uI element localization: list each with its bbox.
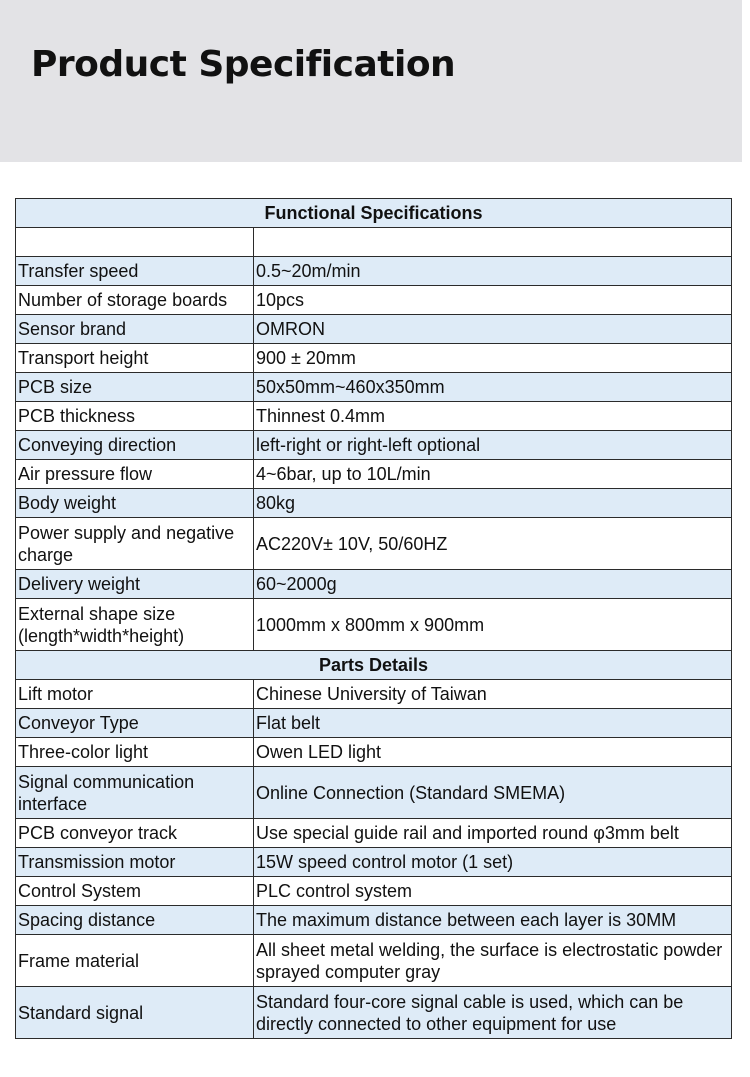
section-header-row <box>16 651 732 680</box>
table-row <box>16 848 732 877</box>
table-row <box>16 709 732 738</box>
spec-label: Spacing distance <box>16 906 254 935</box>
section-title-parts: Parts Details <box>16 651 732 680</box>
spec-label: Standard signal <box>16 987 254 1039</box>
spec-value: 50x50mm~460x350mm <box>254 373 732 402</box>
table-row <box>16 877 732 906</box>
spec-value: AC220V± 10V, 50/60HZ <box>254 518 732 570</box>
spec-label: Air pressure flow <box>16 460 254 489</box>
spec-value: 15W speed control motor (1 set) <box>254 848 732 877</box>
spec-label: Number of storage boards <box>16 286 254 315</box>
spec-label: Lift motor <box>16 680 254 709</box>
table-row <box>16 402 732 431</box>
spec-value: 80kg <box>254 489 732 518</box>
table-row <box>16 315 732 344</box>
spec-value: 1000mm x 800mm x 900mm <box>254 599 732 651</box>
spec-label: Conveyor Type <box>16 709 254 738</box>
spec-value: Owen LED light <box>254 738 732 767</box>
spec-value: Online Connection (Standard SMEMA) <box>254 767 732 819</box>
table-row <box>16 431 732 460</box>
table-row <box>16 344 732 373</box>
table-row <box>16 518 732 570</box>
table-cell <box>16 228 254 257</box>
page-header <box>0 0 742 162</box>
spec-table <box>15 198 732 1039</box>
section-header-row <box>16 199 732 228</box>
spec-value: Standard four-core signal cable is used, which can be directly connected to other equipment for use <box>254 987 732 1039</box>
section-title-functional: Functional Specifications <box>16 199 732 228</box>
spec-value: All sheet metal welding, the surface is electrostatic powder sprayed computer gray <box>254 935 732 987</box>
spec-label: Transfer speed <box>16 257 254 286</box>
spec-label: Transport height <box>16 344 254 373</box>
table-row <box>16 680 732 709</box>
spec-label: Transmission motor <box>16 848 254 877</box>
table-row <box>16 738 732 767</box>
spec-value: left-right or right-left optional <box>254 431 732 460</box>
table-row <box>16 906 732 935</box>
spec-label: Conveying direction <box>16 431 254 460</box>
page-title: Product Specification <box>31 44 456 85</box>
table-row <box>16 767 732 819</box>
spec-label: Frame material <box>16 935 254 987</box>
spec-label: PCB conveyor track <box>16 819 254 848</box>
spec-value: Use special guide rail and imported round φ3mm belt <box>254 819 732 848</box>
spec-value: Thinnest 0.4mm <box>254 402 732 431</box>
table-row <box>16 489 732 518</box>
table-row <box>16 570 732 599</box>
spec-label: Three-color light <box>16 738 254 767</box>
spec-value: 4~6bar, up to 10L/min <box>254 460 732 489</box>
table-row <box>16 819 732 848</box>
table-row <box>16 987 732 1039</box>
spec-value: The maximum distance between each layer is 30MM <box>254 906 732 935</box>
spec-label: PCB thickness <box>16 402 254 431</box>
spec-label: External shape size (length*width*height) <box>16 599 254 651</box>
table-row <box>16 286 732 315</box>
spec-value: OMRON <box>254 315 732 344</box>
blank-row <box>16 228 732 257</box>
table-row <box>16 373 732 402</box>
spec-value: 900 ± 20mm <box>254 344 732 373</box>
spec-value: Flat belt <box>254 709 732 738</box>
table-row <box>16 599 732 651</box>
table-row <box>16 935 732 987</box>
spec-label: Delivery weight <box>16 570 254 599</box>
spec-value: 60~2000g <box>254 570 732 599</box>
table-cell <box>254 228 732 257</box>
spec-value: Chinese University of Taiwan <box>254 680 732 709</box>
spec-label: Control System <box>16 877 254 906</box>
spec-value: PLC control system <box>254 877 732 906</box>
spec-label: Power supply and negative charge <box>16 518 254 570</box>
table-row <box>16 460 732 489</box>
spec-value: 0.5~20m/min <box>254 257 732 286</box>
spec-label: Body weight <box>16 489 254 518</box>
spec-value: 10pcs <box>254 286 732 315</box>
spec-label: PCB size <box>16 373 254 402</box>
spec-label: Signal communication interface <box>16 767 254 819</box>
table-row <box>16 257 732 286</box>
spec-label: Sensor brand <box>16 315 254 344</box>
